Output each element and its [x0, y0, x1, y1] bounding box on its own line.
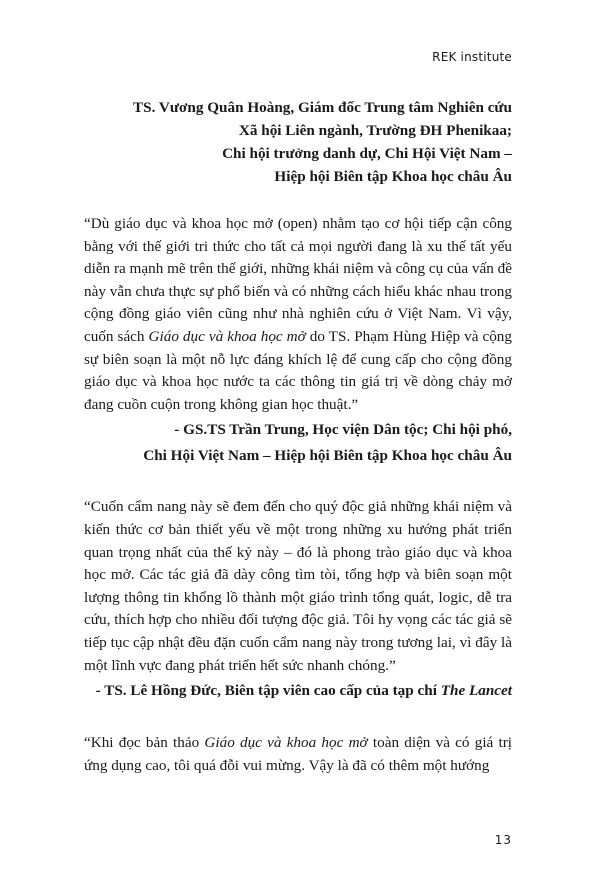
attribution-line: - GS.TS Trần Trung, Học viện Dân tộc; Chi hội phó, — [174, 421, 512, 439]
quote-handbook: “Cuốn cẩm nang này sẽ đem đến cho quý độc giả những khái niệm và kiến thức cơ bản thiết yếu về một trong những xu hướng phát triển quan trọng nhất của thế kỷ này – đó là phong trào giáo dục và khoa học mở. Các tác giả đã dày công tìm tòi, tổng hợp và biên soạn một lượng thông tin khổng lồ thành một giáo trình tổng quát, logic, dễ tra cứu, thích hợp cho nhiều đối tượng độc giả. Tôi hy vọng các tác giả sẽ tiếp tục cập nhật đều đặn cuốn cẩm nang này trong tương lai, vì đây là một lĩnh vực đang phát triển hết sức nhanh chóng.” — [84, 498, 512, 674]
book-title: Giáo dục và khoa học mở — [204, 734, 368, 752]
page-number: 13 — [494, 833, 512, 847]
quote-text: do TS. Phạm Hùng Hiệp và cộng sự biên soạn là một nỗ lực đáng khích lệ để cung cấp cho cộng đồng giáo dục và khoa học nước ta các thông tin giá trị về dòng chảy mở đang cuồn cuộn trong không gian học thuật.” — [84, 327, 512, 413]
quote-manuscript — [84, 732, 512, 777]
page-content — [84, 96, 512, 777]
attribution-line: Chi Hội Việt Nam – Hiệp hội Biên tập Khoa học châu Âu — [143, 447, 512, 465]
attribution-line: TS. Vương Quân Hoàng, Giám đốc Trung tâm Nghiên cứu — [133, 99, 512, 116]
attribution-tran-trung — [84, 417, 512, 469]
quote-text: toàn diện và có giá trị ứng dụng cao, tôi quá đỗi vui mừng. Vậy là đã có thêm một hướng — [84, 734, 512, 774]
attribution-le-hong-duc — [84, 678, 512, 704]
quote-text: “Dù giáo dục và khoa học mở (open) nhằm tạo cơ hội tiếp cận công bằng với thế giới tri thức cho tất cả mọi người đang là xu thế tất yếu diễn ra mạnh mẽ trên thế giới, những khái niệm và công cụ của vấn đề này vẫn chưa thực sự phổ biến và có những cách hiểu khác nhau trong cộng đồng giáo viên cũng như nhà nghiên cứu ở Việt Nam. Vì vậy, cuốn sách — [84, 215, 512, 345]
quote-open-education — [84, 213, 512, 416]
attribution-text: - TS. Lê Hồng Đức, Biên tập viên cao cấp của tạp chí — [95, 682, 441, 700]
attribution-line: Xã hội Liên ngành, Trường ĐH Phenikaa; — [238, 122, 512, 139]
book-title: Giáo dục và khoa học mở — [148, 327, 306, 345]
attribution-line: Chi hội trưởng danh dự, Chi Hội Việt Nam – — [222, 145, 512, 162]
header-institute: REK institute — [432, 50, 512, 64]
quote-text: “Khi đọc bản thảo — [84, 734, 205, 752]
attribution-line: Hiệp hội Biên tập Khoa học châu Âu — [274, 168, 512, 185]
journal-title: The Lancet — [440, 682, 512, 700]
attribution-vuong-quan-hoang — [84, 96, 512, 188]
